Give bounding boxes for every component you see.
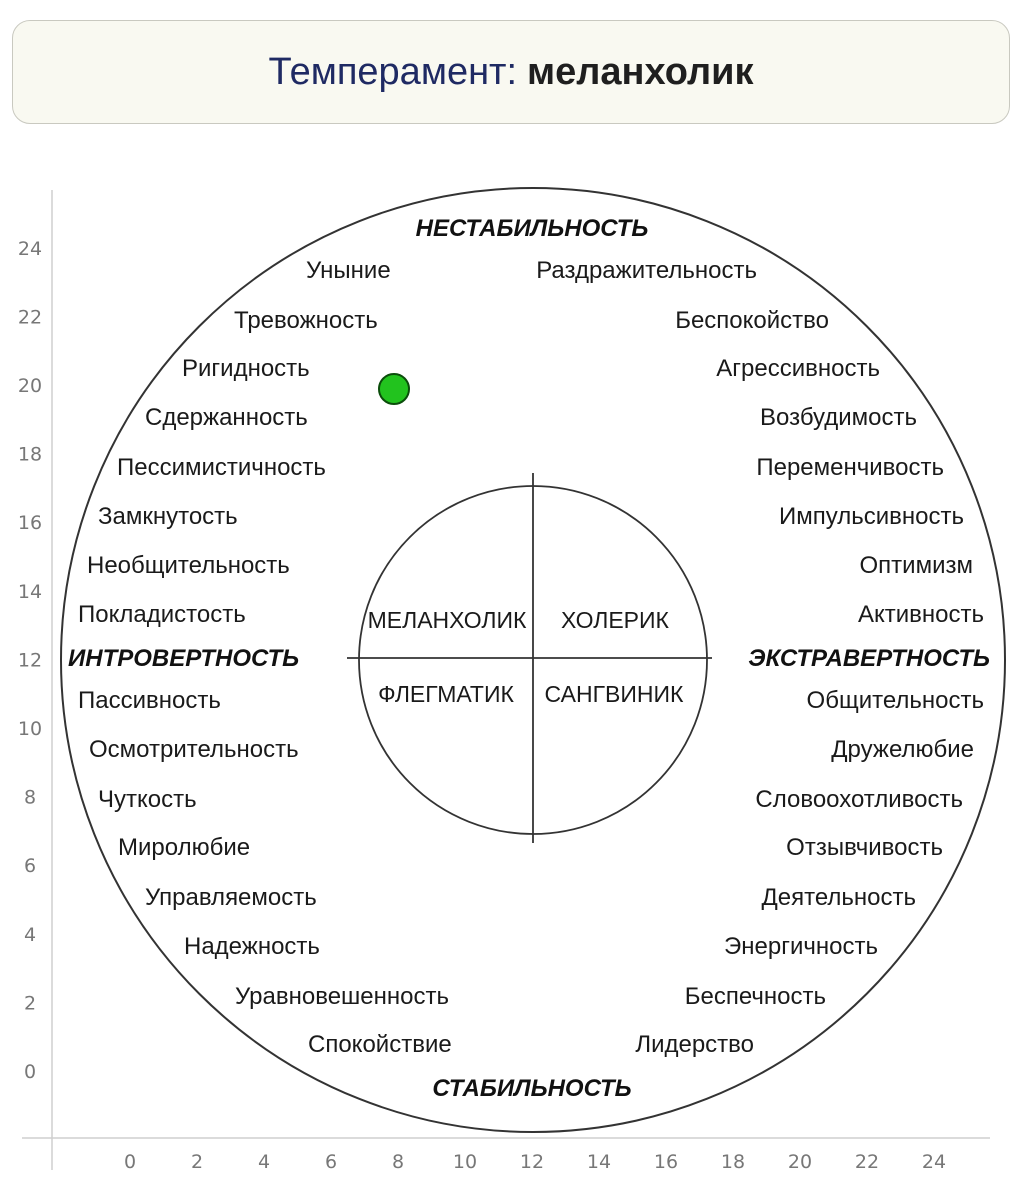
y-tick-label: 20	[17, 375, 43, 397]
y-tick-label: 0	[23, 1061, 37, 1083]
x-tick-label: 22	[854, 1151, 880, 1173]
trait-left: Необщительность	[87, 552, 290, 579]
trait-right: Энергичность	[724, 933, 878, 960]
x-tick-label: 16	[653, 1151, 679, 1173]
trait-right: Деятельность	[761, 884, 916, 911]
trait-right: Раздражительность	[536, 257, 757, 284]
temperament-sanguine: САНГВИНИК	[544, 681, 684, 707]
temperament-point	[379, 374, 409, 404]
trait-right: Импульсивность	[779, 503, 964, 530]
trait-left: Покладистость	[78, 601, 246, 628]
x-tick-label: 14	[586, 1151, 612, 1173]
y-tick-label: 14	[17, 580, 43, 603]
trait-right: Дружелюбие	[831, 736, 974, 763]
trait-right: Оптимизм	[859, 552, 973, 579]
y-tick-label: 12	[17, 649, 43, 672]
y-tick-label: 4	[23, 923, 37, 946]
trait-right: Лидерство	[635, 1031, 754, 1058]
temperament-melancholic: МЕЛАНХОЛИК	[367, 607, 527, 633]
trait-left: Пассивность	[78, 687, 221, 714]
y-tick-label: 8	[23, 786, 37, 809]
trait-left: Надежность	[184, 933, 320, 960]
x-tick-label: 20	[787, 1151, 813, 1173]
data-points	[379, 374, 409, 404]
trait-left: Тревожность	[234, 307, 378, 334]
x-tick-label: 10	[452, 1151, 478, 1173]
trait-right: Отзывчивость	[786, 834, 943, 861]
axis-label-left: ИНТРОВЕРТНОСТЬ	[68, 645, 300, 672]
trait-right: Переменчивость	[756, 454, 944, 481]
x-tick-label: 18	[720, 1151, 746, 1173]
trait-right: Словоохотливость	[755, 786, 963, 813]
temperament-choleric: ХОЛЕРИК	[561, 607, 669, 633]
banner-label: Темперамент:	[268, 50, 518, 93]
x-tick-label: 0	[123, 1151, 137, 1173]
trait-left: Уныние	[306, 257, 391, 284]
y-tick-label: 18	[17, 443, 43, 466]
trait-left: Уравновешенность	[235, 983, 449, 1010]
axis-label-right: ЭКСТРАВЕРТНОСТЬ	[748, 645, 990, 672]
trait-right: Активность	[857, 601, 984, 628]
trait-left: Ригидность	[182, 355, 310, 382]
x-tick-label: 2	[190, 1151, 204, 1173]
y-tick-label: 24	[17, 237, 43, 260]
trait-left: Замкнутость	[98, 503, 238, 530]
axis-label-top: НЕСТАБИЛЬНОСТЬ	[415, 215, 649, 242]
x-tick-label: 8	[391, 1151, 405, 1173]
x-tick-label: 12	[519, 1151, 545, 1173]
trait-left: Миролюбие	[118, 834, 251, 861]
x-tick-label: 4	[257, 1151, 271, 1173]
trait-right: Беспечность	[684, 983, 826, 1010]
trait-left: Чуткость	[98, 786, 197, 813]
y-tick-label: 2	[23, 992, 37, 1015]
banner-temperament-value: меланхолик	[527, 50, 754, 93]
y-tick-label: 16	[17, 512, 43, 535]
trait-right: Агрессивность	[716, 355, 880, 382]
axis-label-bottom: СТАБИЛЬНОСТЬ	[432, 1075, 632, 1102]
trait-right: Возбудимость	[760, 404, 917, 431]
trait-left: Пессимистичность	[117, 454, 326, 481]
trait-left: Сдержанность	[145, 404, 308, 431]
temperament-phlegmatic: ФЛЕГМАТИК	[378, 681, 514, 707]
x-tick-label: 6	[324, 1151, 338, 1173]
trait-right: Общительность	[806, 687, 984, 714]
y-tick-label: 22	[17, 306, 43, 329]
trait-left: Спокойствие	[308, 1031, 452, 1058]
trait-left: Управляемость	[145, 884, 317, 911]
y-tick-label: 10	[17, 718, 43, 740]
trait-left: Осмотрительность	[89, 736, 299, 763]
y-tick-label: 6	[23, 855, 37, 878]
trait-right: Беспокойство	[675, 307, 829, 334]
x-tick-label: 24	[921, 1151, 947, 1173]
